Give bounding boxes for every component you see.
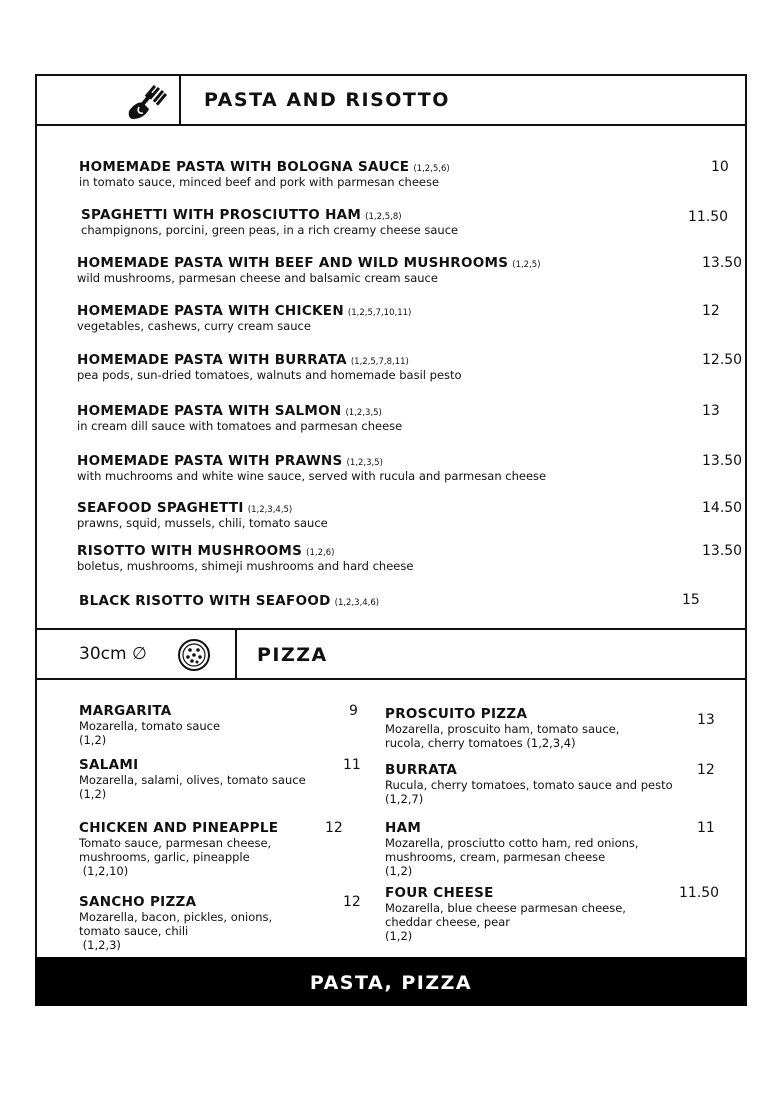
item-name: CHICKEN AND PINEAPPLE xyxy=(79,820,279,836)
item-allergens: (1,2) xyxy=(79,787,107,801)
pasta-section-header xyxy=(37,76,745,126)
menu-frame xyxy=(35,74,747,1006)
item-description: with muchrooms and white wine sauce, served with rucula and parmesan cheese xyxy=(77,469,547,483)
pizza-item xyxy=(385,706,619,750)
item-allergens: (1,2,6) xyxy=(306,548,335,558)
item-price: 13 xyxy=(702,403,720,419)
item-description: Mozarella, blue cheese parmesan cheese, xyxy=(385,901,626,915)
item-price: 13.50 xyxy=(702,543,743,559)
item-allergens: (1,2,5) xyxy=(512,260,541,270)
pizza-item xyxy=(385,820,639,878)
pasta-item xyxy=(77,543,413,573)
item-name: HOMEMADE PASTA WITH PRAWNS xyxy=(77,453,343,469)
item-name: HOMEMADE PASTA WITH BURRATA xyxy=(77,352,347,368)
item-description: tomato sauce, chili xyxy=(79,924,189,938)
pizza-item xyxy=(385,885,626,943)
item-allergens: (1,2,3,4,5) xyxy=(247,505,293,515)
item-price: 14.50 xyxy=(702,500,743,516)
pizza-size-cell xyxy=(37,630,237,680)
item-description: champignons, porcini, green peas, in a rich creamy cheese sauce xyxy=(81,223,459,237)
pasta-item xyxy=(79,159,450,189)
item-name: SANCHO PIZZA xyxy=(79,894,197,910)
item-description: vegetables, cashews, curry cream sauce xyxy=(77,319,311,333)
pasta-item xyxy=(77,403,402,433)
item-name: HOMEMADE PASTA WITH CHICKEN xyxy=(77,303,344,319)
pasta-item xyxy=(77,352,462,382)
item-price: 15 xyxy=(682,592,700,608)
item-price: 12 xyxy=(343,894,361,910)
footer-banner xyxy=(35,957,747,1006)
item-description: Tomato sauce, parmesan cheese, xyxy=(79,836,272,850)
item-allergens: (1,2,3,5) xyxy=(346,458,383,468)
pizza-item xyxy=(79,894,272,952)
item-allergens: (1,2,3,4,6) xyxy=(334,598,380,608)
pizza-size-label: 30cm ∅ xyxy=(79,644,147,664)
item-description: Mozarella, proscuito ham, tomato sauce, xyxy=(385,722,620,736)
item-name: HOMEMADE PASTA WITH SALMON xyxy=(77,403,342,419)
item-allergens: (1,2,5,7,10,11) xyxy=(347,308,412,318)
pasta-icon-cell xyxy=(37,76,181,124)
pasta-item xyxy=(77,303,411,333)
item-description: Mozarella, tomato sauce xyxy=(79,719,221,733)
item-price: 12 xyxy=(697,762,715,778)
pasta-item xyxy=(77,453,546,483)
pasta-item xyxy=(79,593,379,609)
item-name: BURRATA xyxy=(385,762,458,778)
item-description: Mozarella, bacon, pickles, onions, xyxy=(79,910,273,924)
pasta-item xyxy=(77,255,541,285)
item-name: FOUR CHEESE xyxy=(385,885,494,901)
item-price: 9 xyxy=(349,703,358,719)
item-description: Mozarella, salami, olives, tomato sauce xyxy=(79,773,306,787)
pizza-item xyxy=(79,820,278,878)
item-allergens: (1,2,3,5) xyxy=(345,408,382,418)
item-allergens: (1,2) xyxy=(385,864,413,878)
pizza-icon xyxy=(177,638,211,672)
item-allergens: (1,2,5,8) xyxy=(365,212,402,222)
item-price: 11.50 xyxy=(679,885,720,901)
item-price: 13.50 xyxy=(702,255,743,271)
footer-title: PASTA, PIZZA xyxy=(309,972,473,994)
item-description: rucola, cherry tomatoes (1,2,3,4) xyxy=(385,736,576,750)
pasta-section-title: PASTA AND RISOTTO xyxy=(204,89,450,111)
item-description: boletus, mushrooms, shimeji mushrooms and hard cheese xyxy=(77,559,414,573)
pasta-fork-icon xyxy=(125,81,167,121)
item-allergens: (1,2,7) xyxy=(385,792,424,806)
item-price: 12 xyxy=(325,820,343,836)
item-allergens: (1,2,5,7,8,11) xyxy=(350,357,409,367)
item-description: mushrooms, garlic, pineapple xyxy=(79,850,250,864)
item-name: HOMEMADE PASTA WITH BOLOGNA SAUCE xyxy=(79,159,410,175)
item-price: 11 xyxy=(697,820,715,836)
item-price: 13 xyxy=(697,712,715,728)
item-allergens: (1,2,5,6) xyxy=(413,164,450,174)
item-name: SPAGHETTI WITH PROSCIUTTO HAM xyxy=(81,207,362,223)
item-name: SALAMI xyxy=(79,757,139,773)
item-name: HOMEMADE PASTA WITH BEEF AND WILD MUSHROOMS xyxy=(77,255,509,271)
item-description: in tomato sauce, minced beef and pork with parmesan cheese xyxy=(79,175,440,189)
item-price: 12.50 xyxy=(702,352,743,368)
item-name: HAM xyxy=(385,820,422,836)
item-name: BLACK RISOTTO WITH SEAFOOD xyxy=(79,593,331,609)
item-allergens: (1,2,10) xyxy=(79,864,129,878)
item-description: in cream dill sauce with tomatoes and parmesan cheese xyxy=(77,419,403,433)
item-description: Mozarella, prosciutto cotto ham, red onions, xyxy=(385,836,639,850)
item-description: pea pods, sun-dried tomatoes, walnuts and homemade basil pesto xyxy=(77,368,462,382)
item-price: 10 xyxy=(711,159,729,175)
item-allergens: (1,2) xyxy=(385,929,413,943)
item-price: 11.50 xyxy=(688,209,729,225)
item-description: wild mushrooms, parmesan cheese and balsamic cream sauce xyxy=(77,271,438,285)
pasta-item xyxy=(81,207,458,237)
pizza-item xyxy=(79,757,306,801)
item-name: MARGARITA xyxy=(79,703,172,719)
item-name: PROSCUITO PIZZA xyxy=(385,706,528,722)
pizza-item xyxy=(385,762,673,806)
item-price: 11 xyxy=(343,757,361,773)
item-description: cheddar cheese, pear xyxy=(385,915,511,929)
pizza-item xyxy=(79,703,220,747)
item-description: mushrooms, cream, parmesan cheese xyxy=(385,850,606,864)
item-allergens: (1,2,3) xyxy=(79,938,121,952)
item-price: 13.50 xyxy=(702,453,743,469)
pizza-section-title: PIZZA xyxy=(257,644,328,666)
pizza-section-header xyxy=(37,628,745,680)
item-allergens: (1,2) xyxy=(79,733,107,747)
item-name: RISOTTO WITH MUSHROOMS xyxy=(77,543,303,559)
item-name: SEAFOOD SPAGHETTI xyxy=(77,500,244,516)
item-description: Rucula, cherry tomatoes, tomato sauce and pesto xyxy=(385,778,673,792)
item-price: 12 xyxy=(702,303,720,319)
pasta-item xyxy=(77,500,328,530)
item-description: prawns, squid, mussels, chili, tomato sauce xyxy=(77,516,328,530)
